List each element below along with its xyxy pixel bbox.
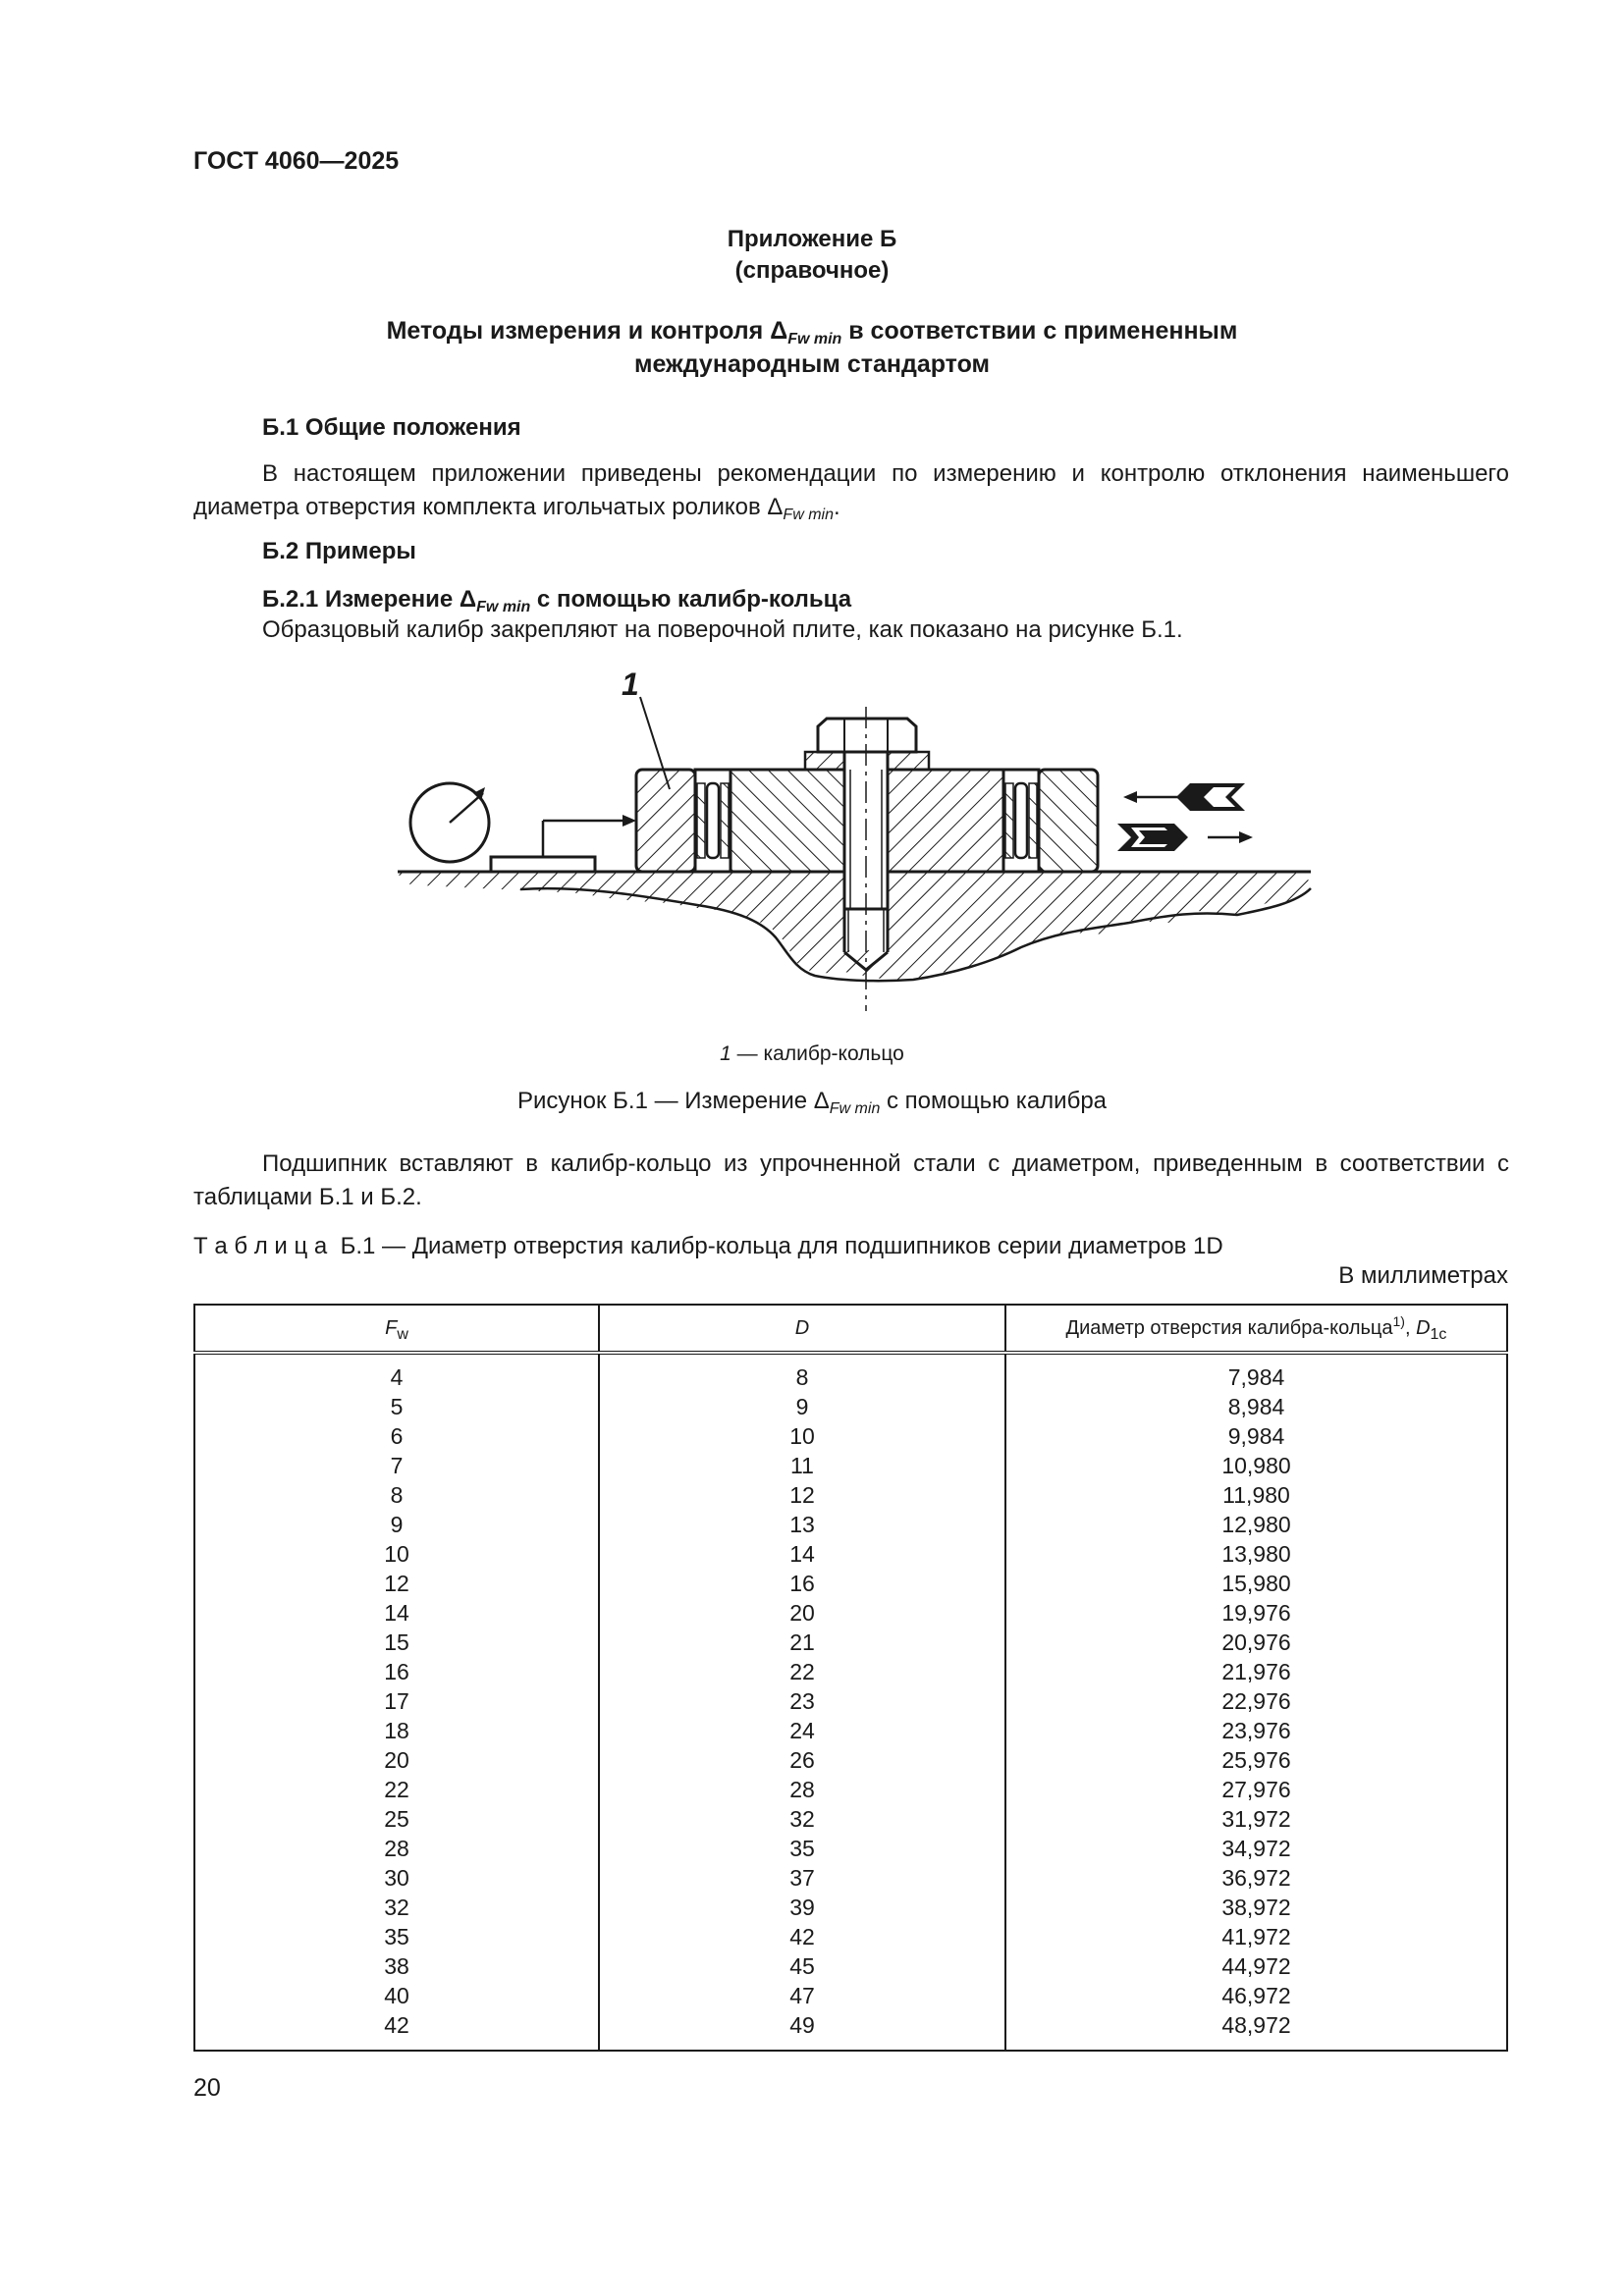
column-header-d: D <box>599 1305 1005 1353</box>
cell-d: 16 <box>599 1569 1005 1598</box>
cell-d: 28 <box>599 1775 1005 1804</box>
cell-fw: 30 <box>194 1863 599 1893</box>
bearing-insert-paragraph: Подшипник вставляют в калибр-кольцо из упрочненной стали с диаметром, приведенным в соответствии с таблицами Б.1 и Б.2. <box>193 1150 1509 1210</box>
cell-d1c: 12,980 <box>1005 1510 1507 1539</box>
table-row <box>194 1353 1507 1392</box>
cell-d: 42 <box>599 1922 1005 1951</box>
table-row <box>194 1775 1507 1804</box>
cell-fw: 4 <box>194 1353 599 1392</box>
cell-d1c: 9,984 <box>1005 1421 1507 1451</box>
table-row <box>194 1893 1507 1922</box>
cell-d1c: 23,976 <box>1005 1716 1507 1745</box>
section-b21-title: Б.2.1 Измерение $\Delta_{Fw min}$ с помощью калибр-кольца <box>262 586 852 615</box>
cell-fw: 18 <box>194 1716 599 1745</box>
cell-d1c: 20,976 <box>1005 1628 1507 1657</box>
cell-fw: 35 <box>194 1922 599 1951</box>
table-row <box>194 1539 1507 1569</box>
cell-d1c: 27,976 <box>1005 1775 1507 1804</box>
cell-d: 13 <box>599 1510 1005 1539</box>
cell-d1c: 46,972 <box>1005 1981 1507 2010</box>
cell-fw: 6 <box>194 1421 599 1451</box>
table-row <box>194 1922 1507 1951</box>
cell-d1c: 22,976 <box>1005 1686 1507 1716</box>
table-row <box>194 1657 1507 1686</box>
cell-fw: 20 <box>194 1745 599 1775</box>
cell-fw: 14 <box>194 1598 599 1628</box>
table-caption: Т а б л и ц а Б.1 — Диаметр отверстия калибр-кольца для подшипников серии диаметров 1D <box>193 1233 1223 1259</box>
table-units: В миллиметрах <box>1338 1262 1508 1289</box>
cell-d: 12 <box>599 1480 1005 1510</box>
table-row <box>194 1421 1507 1451</box>
table-row <box>194 1598 1507 1628</box>
figure-callout-number: 1 <box>622 667 639 702</box>
cell-d1c: 21,976 <box>1005 1657 1507 1686</box>
cell-fw: 12 <box>194 1569 599 1598</box>
figure-legend: 1 — калибр-кольцо <box>720 1042 904 1065</box>
cell-d1c: 7,984 <box>1005 1353 1507 1392</box>
cell-fw: 25 <box>194 1804 599 1834</box>
cell-d: 11 <box>599 1451 1005 1480</box>
cell-fw: 17 <box>194 1686 599 1716</box>
appendix-heading: Методы измерения и контроля $\Delta_{Fw min}$ в соответствии с примененным <box>386 317 1238 347</box>
cell-d: 49 <box>599 2010 1005 2051</box>
appendix-title: Приложение Б <box>727 226 897 252</box>
cell-d1c: 38,972 <box>1005 1893 1507 1922</box>
document-header: ГОСТ 4060—2025 <box>193 147 400 175</box>
cell-d: 35 <box>599 1834 1005 1863</box>
table-row <box>194 1569 1507 1598</box>
cell-d: 20 <box>599 1598 1005 1628</box>
cell-fw: 22 <box>194 1775 599 1804</box>
cell-d1c: 13,980 <box>1005 1539 1507 1569</box>
cell-fw: 38 <box>194 1951 599 1981</box>
cell-d: 14 <box>599 1539 1005 1569</box>
column-header-fw: $F_w$ <box>194 1305 599 1353</box>
direction-arrows <box>1117 783 1253 851</box>
table-row <box>194 1834 1507 1863</box>
cell-fw: 28 <box>194 1834 599 1863</box>
section-b1-text: В настоящем приложении приведены рекомендации по измерению и контролю отклонения наименьшего диаметра отверстия комплекта игольчатых роликов $\Delta_{Fw min}$. <box>193 460 1509 523</box>
section-b2-title: Б.2 Примеры <box>262 538 416 564</box>
figure-b1-drawing <box>383 658 1326 1021</box>
column-header-d1c: Диаметр отверстия калибра-кольца$^{1)}$, $D_{1c}$ <box>1005 1305 1507 1353</box>
cell-d: 37 <box>599 1863 1005 1893</box>
cell-fw: 16 <box>194 1657 599 1686</box>
cell-d1c: 41,972 <box>1005 1922 1507 1951</box>
cell-d1c: 8,984 <box>1005 1392 1507 1421</box>
page-number: 20 <box>193 2074 221 2102</box>
cell-d: 47 <box>599 1981 1005 2010</box>
cell-d: 45 <box>599 1951 1005 1981</box>
cell-fw: 9 <box>194 1510 599 1539</box>
cell-d: 8 <box>599 1353 1005 1392</box>
table-row <box>194 1392 1507 1421</box>
cell-d1c: 31,972 <box>1005 1804 1507 1834</box>
table-row <box>194 1981 1507 2010</box>
calibre-ring-table <box>193 1304 1508 2052</box>
cell-fw: 7 <box>194 1451 599 1480</box>
table-row <box>194 1804 1507 1834</box>
table-row <box>194 1510 1507 1539</box>
table-row <box>194 1480 1507 1510</box>
table-row <box>194 1951 1507 1981</box>
cell-fw: 42 <box>194 2010 599 2051</box>
cell-d1c: 44,972 <box>1005 1951 1507 1981</box>
cell-fw: 5 <box>194 1392 599 1421</box>
table-row <box>194 2010 1507 2051</box>
cell-d: 39 <box>599 1893 1005 1922</box>
cell-d: 24 <box>599 1716 1005 1745</box>
section-b1-title: Б.1 Общие положения <box>262 414 521 441</box>
section-b21-text: Образцовый калибр закрепляют на поверочной плите, как показано на рисунке Б.1. <box>262 616 1183 643</box>
cell-d1c: 48,972 <box>1005 2010 1507 2051</box>
dial-indicator <box>410 783 636 872</box>
appendix-subtitle: (справочное) <box>734 257 890 284</box>
cell-d1c: 11,980 <box>1005 1480 1507 1510</box>
cell-d: 23 <box>599 1686 1005 1716</box>
figure-caption: Рисунок Б.1 — Измерение $\Delta_{Fw min}$ с помощью калибра <box>516 1088 1108 1117</box>
cell-fw: 15 <box>194 1628 599 1657</box>
cell-d1c: 15,980 <box>1005 1569 1507 1598</box>
cell-d: 32 <box>599 1804 1005 1834</box>
cell-fw: 10 <box>194 1539 599 1569</box>
cell-d1c: 36,972 <box>1005 1863 1507 1893</box>
cell-fw: 40 <box>194 1981 599 2010</box>
table-row <box>194 1451 1507 1480</box>
cell-fw: 32 <box>194 1893 599 1922</box>
cell-fw: 8 <box>194 1480 599 1510</box>
cell-d: 9 <box>599 1392 1005 1421</box>
cell-d: 22 <box>599 1657 1005 1686</box>
cell-d1c: 19,976 <box>1005 1598 1507 1628</box>
table-row <box>194 1863 1507 1893</box>
cell-d: 21 <box>599 1628 1005 1657</box>
cell-d: 26 <box>599 1745 1005 1775</box>
table-row <box>194 1745 1507 1775</box>
cell-d1c: 10,980 <box>1005 1451 1507 1480</box>
cell-d1c: 34,972 <box>1005 1834 1507 1863</box>
table-row <box>194 1628 1507 1657</box>
cell-d1c: 25,976 <box>1005 1745 1507 1775</box>
appendix-heading-line2: международным стандартом <box>633 350 991 378</box>
table-row <box>194 1686 1507 1716</box>
table-row <box>194 1716 1507 1745</box>
cell-d: 10 <box>599 1421 1005 1451</box>
